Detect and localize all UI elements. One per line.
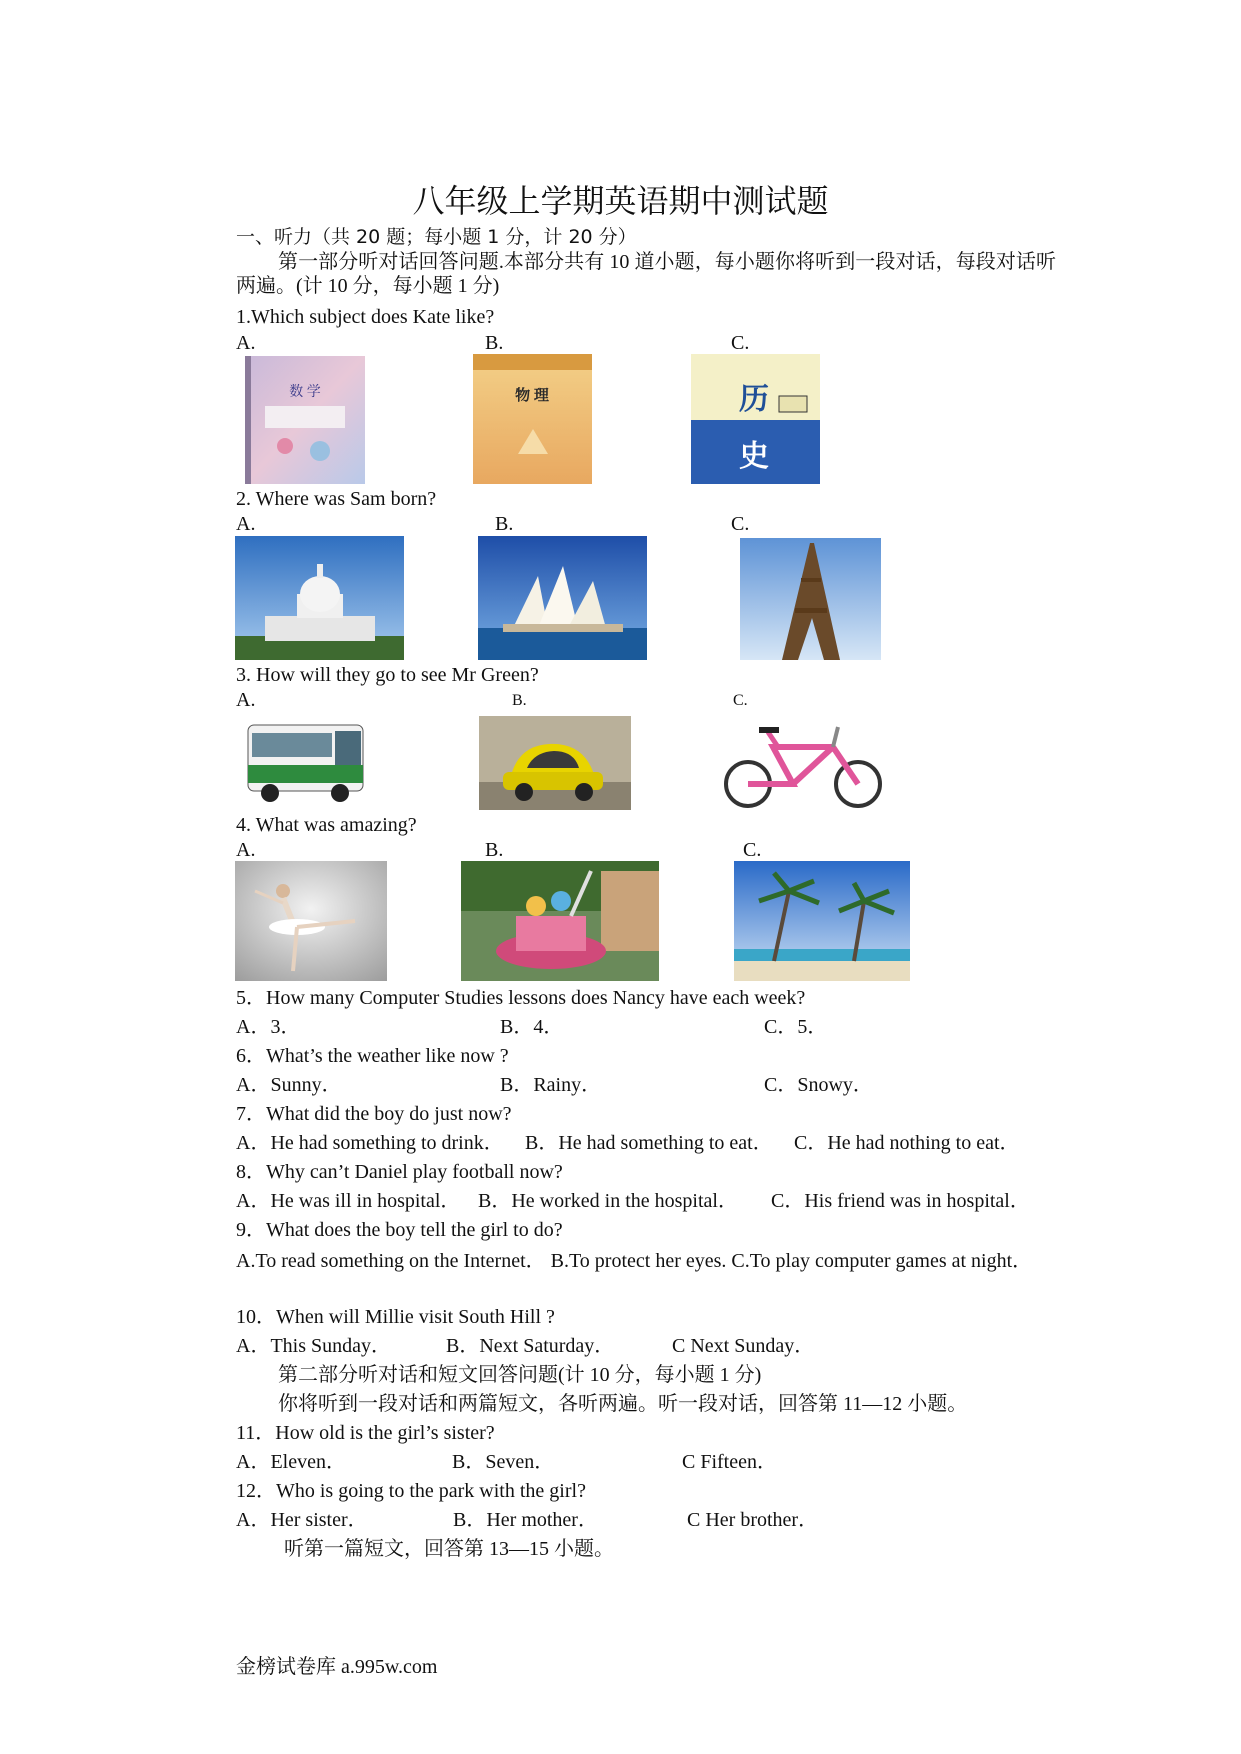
tropical-beach-image [734,861,910,981]
capitol-building-image [235,536,404,660]
option-b-label: B. [485,839,504,861]
option-c: C．5． [764,1016,828,1038]
option-c-label: C. [733,692,748,709]
option-a-label: A. [236,689,256,711]
option-a: A．He was ill in hospital． [236,1190,461,1212]
question-4: 4. What was amazing? [236,814,417,836]
section-heading: 一、听力（共 20 题；每小题 1 分，计 20 分） [236,226,637,248]
option-b-label: B. [512,692,527,709]
option-a: A．Her sister． [236,1509,368,1531]
option-c: C．His friend was in hospital． [771,1190,1030,1212]
bicycle-image [713,712,893,812]
bus-image [240,715,370,807]
option-c: C Her brother． [687,1509,819,1531]
parade-float-image [461,861,659,981]
history-book-image [691,354,820,484]
question-5: 5．How many Computer Studies lessons does Nancy have each week? [236,987,806,1009]
option-c: C．He had nothing to eat． [794,1132,1020,1154]
ballet-dancer-image [235,861,387,981]
option-a-label: A. [236,332,256,354]
option-b: B．He had something to eat． [525,1132,773,1154]
option-b: B．Her mother． [453,1509,598,1531]
option-b: B．Rainy． [500,1074,602,1096]
part2-intro: 你将听到一段对话和两篇短文，各听两遍。听一段对话，回答第 11—12 小题。 [278,1393,968,1415]
option-c-label: C. [731,332,750,354]
option-b: B．He worked in the hospital． [478,1190,738,1212]
sydney-opera-house-image [478,536,647,660]
option-a: A．Eleven． [236,1451,346,1473]
question-9-options: A.To read something on the Internet． B.To protect her eyes. C.To play computer games at night． [236,1250,1033,1272]
option-b: B．Next Saturday． [446,1335,615,1357]
option-b-label: B. [495,513,514,535]
question-12: 12．Who is going to the park with the girl? [236,1480,586,1502]
option-b-label: B. [485,332,504,354]
part1-intro: 第一部分听对话回答问题.本部分共有 10 道小题，每小题你将听到一段对话，每段对话听两遍。(计 10 分，每小题 1 分) [236,251,1056,297]
page-title: 八年级上学期英语期中测试题 [412,182,829,220]
physics-book-title: 物 理 [515,388,549,404]
option-b: B．4． [500,1016,564,1038]
question-3: 3. How will they go to see Mr Green? [236,664,539,686]
option-a: A．Sunny． [236,1074,342,1096]
car-image [479,716,631,810]
question-11: 11．How old is the girl’s sister? [236,1422,495,1444]
passage1-intro: 听第一篇短文，回答第 13—15 小题。 [284,1538,614,1560]
option-c-label: C. [731,513,750,535]
eiffel-tower-image [740,538,881,660]
math-book-image [245,356,365,484]
option-a: A．He had something to drink． [236,1132,504,1154]
part2-heading: 第二部分听对话和短文回答问题(计 10 分，每小题 1 分) [278,1364,762,1386]
option-a: A．3． [236,1016,301,1038]
footer-source: 金榜试卷库 a.995w.com [236,1656,438,1678]
option-a-label: A. [236,839,256,861]
physics-book-image [473,354,592,484]
question-8: 8．Why can’t Daniel play football now? [236,1161,563,1183]
option-c: C Next Sunday． [672,1335,815,1357]
math-book-title: 数 学 [289,385,321,400]
question-2: 2. Where was Sam born? [236,488,437,510]
option-c: C．Snowy． [764,1074,873,1096]
question-1: 1.Which subject does Kate like? [236,306,495,328]
question-7: 7．What did the boy do just now? [236,1103,512,1125]
option-a-label: A. [236,513,256,535]
option-a: A．This Sunday． [236,1335,391,1357]
option-c: C Fifteen． [682,1451,777,1473]
history-book-title-bottom: 史 [739,440,769,473]
option-b: B．Seven． [452,1451,555,1473]
history-book-title-top: 历 [739,383,769,416]
option-c-label: C. [743,839,762,861]
question-6: 6．What’s the weather like now ? [236,1045,509,1067]
question-9: 9．What does the boy tell the girl to do? [236,1219,563,1241]
question-10: 10．When will Millie visit South Hill ? [236,1306,555,1328]
